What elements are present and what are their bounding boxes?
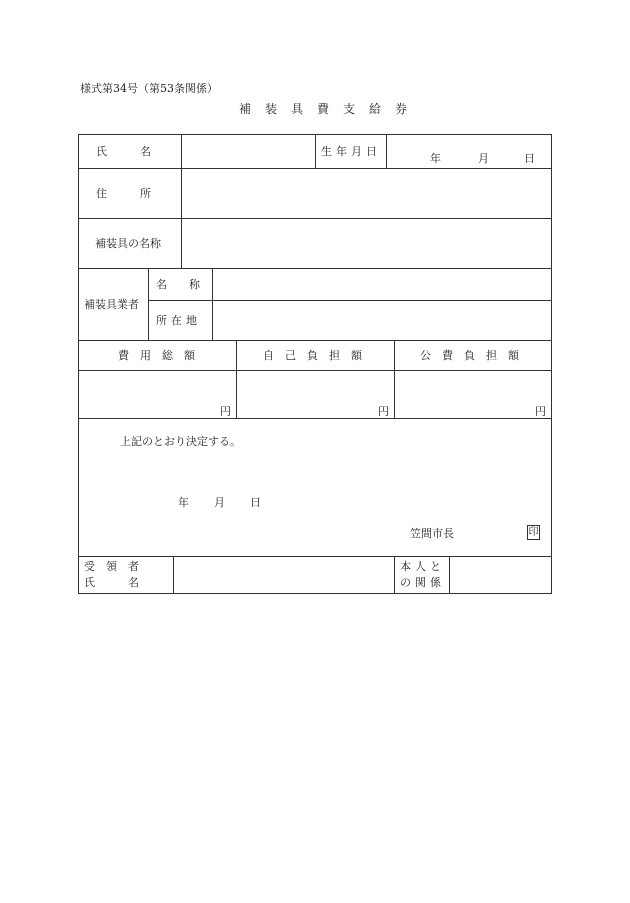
address-label: 住 所: [96, 187, 151, 200]
device-name-field[interactable]: [182, 219, 551, 268]
recipient-name-field[interactable]: [174, 557, 394, 593]
form-number: 様式第34号（第53条関係）: [80, 82, 218, 95]
relation-label-line1: 本人と: [400, 560, 445, 573]
device-name-label: 補装具の名称: [95, 237, 161, 250]
vendor-name-field[interactable]: [213, 269, 551, 300]
column-divider: [394, 556, 395, 594]
vendor-label: 補装具業者: [84, 298, 139, 311]
name-field[interactable]: [182, 135, 315, 168]
birthdate-day: 日: [524, 152, 535, 165]
decision-date-year: 年: [178, 496, 189, 509]
public-pay-field[interactable]: [395, 371, 551, 418]
vendor-location-label: 所在地: [156, 314, 201, 327]
self-pay-field[interactable]: [237, 371, 394, 418]
self-pay-label: 自己負担額: [263, 349, 373, 362]
total-cost-field[interactable]: [79, 371, 236, 418]
seal-box: 印: [528, 527, 539, 538]
relation-field[interactable]: [450, 557, 551, 593]
vendor-location-field[interactable]: [213, 301, 551, 340]
birthdate-label: 生年月日: [321, 145, 381, 158]
issuer-name: 笠間市長: [410, 527, 454, 540]
self-pay-unit: 円: [378, 405, 389, 418]
total-cost-unit: 円: [220, 405, 231, 418]
row-divider: [78, 418, 552, 419]
form-title: 補装具費支給券: [238, 102, 421, 116]
recipient-label-line2: 氏 名: [84, 576, 139, 589]
decision-statement: 上記のとおり決定する。: [120, 435, 241, 448]
relation-label-line2: の関係: [400, 576, 445, 589]
column-divider: [315, 134, 316, 168]
birthdate-month: 月: [478, 152, 489, 165]
name-label: 氏 名: [96, 145, 151, 158]
decision-date-day: 日: [250, 496, 261, 509]
public-pay-label: 公費負担額: [420, 349, 530, 362]
row-divider: [78, 340, 552, 341]
total-cost-label: 費用総額: [118, 349, 206, 362]
public-pay-unit: 円: [535, 405, 546, 418]
birthdate-year: 年: [430, 152, 441, 165]
column-divider: [148, 268, 149, 340]
recipient-label-line1: 受 領 者: [84, 560, 139, 573]
decision-date-month: 月: [214, 496, 225, 509]
address-field[interactable]: [182, 169, 551, 218]
vendor-name-label: 名 称: [156, 278, 200, 291]
